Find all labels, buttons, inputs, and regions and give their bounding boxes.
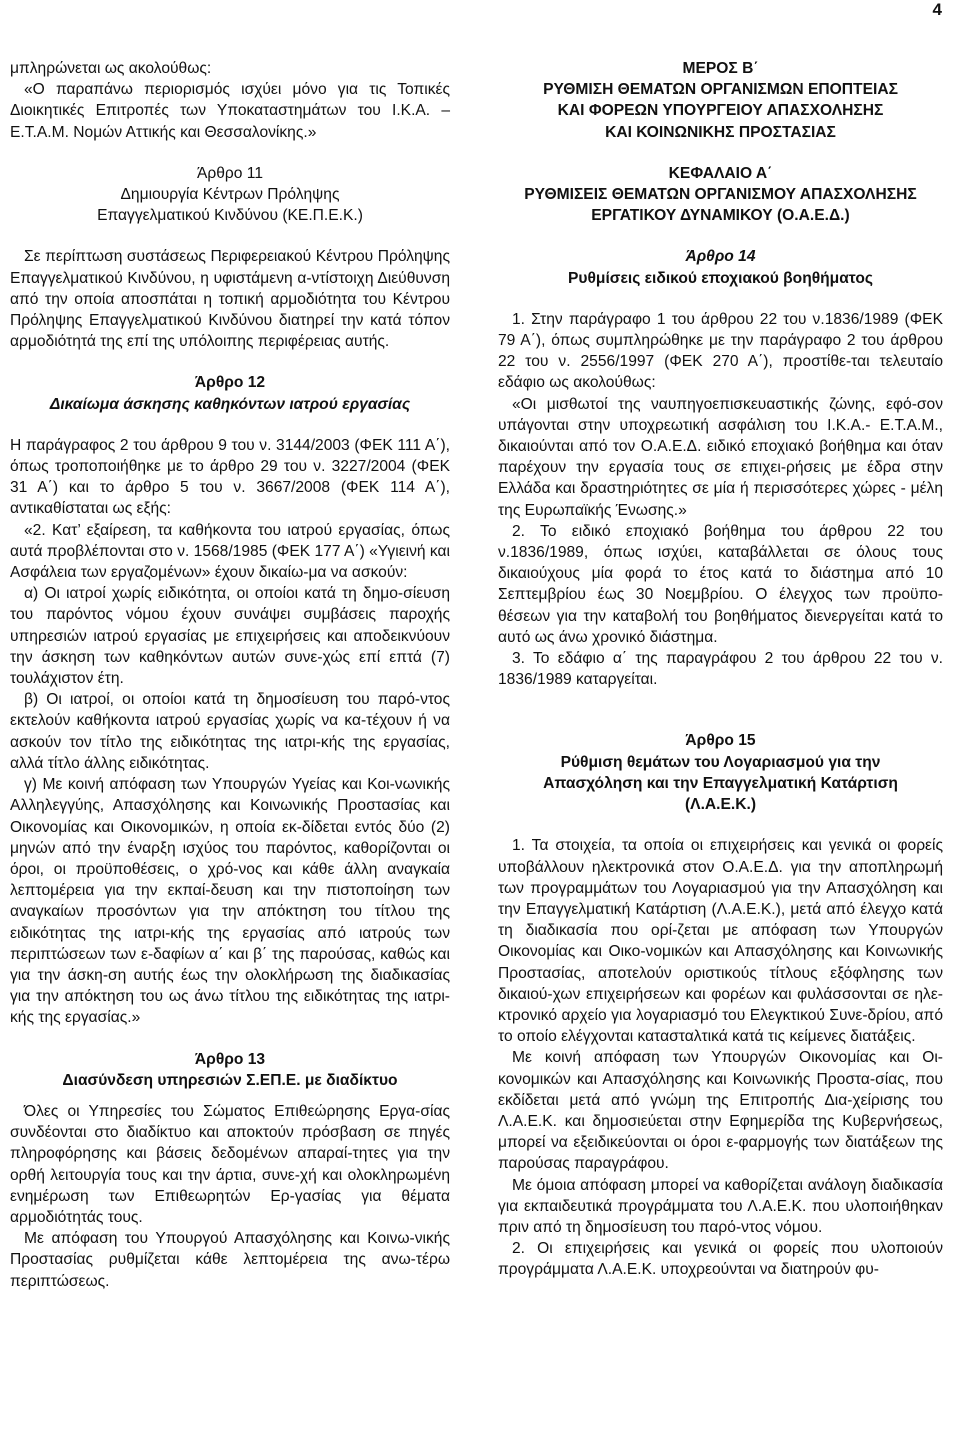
- article-12-paragraph: Η παράγραφος 2 του άρθρου 9 του ν. 3144/2003 (ΦΕΚ 111 Α΄), όπως τροποποιήθηκε με το άρθρο 29 του ν. 3227/2004 (ΦΕΚ 31 Α΄) και το άρθρο 5 του ν. 3667/2008 (ΦΕΚ 114 Α΄), αντικαθίσταται ως εξής:: [10, 436, 450, 518]
- article-12-paragraph: α) Οι ιατροί χωρίς ειδικότητα, οι οποίοι κατά τη δημο-σίευση του παρόντος νόμου έχουν συνάψει συμβάσεις παροχής υπηρεσιών ιατρού εργασίας με επιχειρήσεις και αποδεικνύουν την άσκηση των καθηκόντων αυτών συνε-χώς επί επτά (7) τουλάχιστον έτη.: [10, 585, 450, 688]
- article-12-title: Άρθρο 12: [194, 374, 266, 392]
- article-11-paragraph: Σε περίπτωση συστάσεως Περιφερειακού Κέντρου Πρόληψης Επαγγελματικού Κινδύνου, η υφιστάμενη α-ντίστοιχη Διεύθυνση από την οποία αποσπάται η τοπική αρμοδιότητα του Κέντρου Πρόληψης Επαγγελματικού Κινδύνου διατηρεί την κατά τόπον αρμοδιότητά της επί της υπόλοιπης περιφέρειας αυτής.: [10, 248, 450, 351]
- chapter-heading: ΚΕΦΑΛΑΙΟ Α΄: [668, 164, 773, 182]
- article-15-paragraph: 2. Οι επιχειρήσεις και γενικά οι φορείς που υλοποιούν προγράμματα Λ.Α.Ε.Κ. υποχρεούνται να διατηρούν φυ-: [498, 1240, 943, 1279]
- part-heading: ΚΑΙ ΚΟΙΝΩΝΙΚΗΣ ΠΡΟΣΤΑΣΙΑΣ: [605, 123, 836, 141]
- article-15-paragraph: Με κοινή απόφαση των Υπουργών Οικονομίας και Οι-κονομικών και Απασχόλησης και Κοινωνικής Προστα-σίας, που εκδίδεται μετά από γνώμη της Επιτροπής Δια-χείρισης του Λ.Α.Ε.Κ. και δημοσιεύεται στην Εφημερίδα της Κυβερνήσεως, μπορεί να εξειδικεύονται οι όροι ε-φαρμογής των διατάξεων της παρούσας παραγράφου.: [498, 1049, 943, 1173]
- part-heading: ΡΥΘΜΙΣΗ ΘΕΜΑΤΩΝ ΟΡΓΑΝΙΣΜΩΝ ΕΠΟΠΤΕΙΑΣ: [543, 81, 898, 99]
- article-14-paragraph: 2. Το ειδικό εποχιακό βοήθημα του άρθρου 22 του ν.1836/1989, όπως ισχύει, καταβάλλεται σε όλους τους δικαιούχους μία φορά το έτος κατά το διάστημα από 10 Σεπτεμβρίου έως 30 Νοεμβρίου. Ο έλεγχος των προϋπο-θέσεων για την καταβολή του βοηθήματος διενεργείται κατά το αυτό ως άνω χρονικό διάστημα.: [498, 522, 943, 646]
- article-15-subtitle: Ρύθμιση θεμάτων του Λογαριασμού για την Απασχόληση και την Επαγγελματική Κατάρτιση (Λ.Α.Ε.Κ.): [543, 753, 898, 814]
- article-12-paragraph: «2. Κατ’ εξαίρεση, τα καθήκοντα του ιατρού εργασίας, όπως αυτά προβλέπονται στο ν. 1568/1985 (ΦΕΚ 177 Α΄) «Υγιεινή και Ασφάλεια των εργαζομένων» έχουν δικαίω-μα να ασκούν:: [10, 521, 450, 582]
- article-14-title: Άρθρο 14: [685, 248, 756, 266]
- article-13-title: Άρθρο 13: [194, 1050, 266, 1068]
- article-12-subtitle: Δικαίωμα άσκησης καθηκόντων ιατρού εργασίας: [49, 395, 411, 413]
- intro-line: μπληρώνεται ως ακολούθως:: [10, 60, 212, 77]
- article-15-paragraph: Με όμοια απόφαση μπορεί να καθορίζεται ανάλογη διαδικασία για εκπαιδευτικά προγράμματα του Λ.Α.Ε.Κ. που υλοποιήθηκαν πριν από τη δημοσίευση του παρό-ντος νόμου.: [498, 1176, 943, 1236]
- article-11-subtitle: Δημιουργία Κέντρων Πρόληψης Επαγγελματικού Κινδύνου (ΚΕ.Π.Ε.Κ.): [97, 186, 363, 225]
- article-12-paragraph: γ) Με κοινή απόφαση των Υπουργών Υγείας και Κοι-νωνικής Αλληλεγγύης, Απασχόλησης και Κοινωνικής Προστασίας και Οικονομίας και Οικονομικών, η οποία εκ-δίδεται εντός δύο (2) μηνών από την έναρξη ισχύος του παρόντος, καθορίζονται οι όροι, οι προϋποθέσεις, ο χρό-νος και κάθε άλλη αναγκαία λεπτομέρεια για την εκπαί-δευση και την πιστοποίηση των αναγκαίων προσόντων για την απόκτηση του τίτλου της ειδικότητας της ιατρι-κής της εργασίας από ιατρούς των περιπτώσεων των ε-δαφίων α΄ και β΄ της παρούσας, καθώς και για την άσκη-ση αυτής έως την ολοκλήρωση της διαδικασίας για την απόκτηση του ως άνω τίτλου της ειδικότητας της ιατρι-κής της εργασίας.»: [10, 776, 450, 1027]
- right-column: [498, 58, 943, 1281]
- article-14-paragraph: 3. Το εδάφιο α΄ της παραγράφου 2 του άρθρου 22 του ν. 1836/1989 καταργείται.: [498, 650, 943, 689]
- article-11-title: Άρθρο 11: [196, 164, 263, 182]
- intro-quote: «Ο παραπάνω περιορισμός ισχύει μόνο για τις Τοπικές Διοικητικές Επιτροπές των Υποκαταστημάτων του Ι.Κ.Α. – Ε.Τ.Α.Μ. Νομών Αττικής και Θεσσαλονίκης.»: [10, 81, 450, 141]
- article-15-paragraph: 1. Τα στοιχεία, τα οποία οι επιχειρήσεις και γενικά οι φορείς υποβάλλουν ηλεκτρονικά στον Ο.Α.Ε.Δ. για την αποπληρωμή των προγραμμάτων του Λογαριασμού για την Απασχόληση και την Επαγγελματική Κατάρτιση (Λ.Α.Ε.Κ.), μετά από έλεγχο κατά τη διαδικασία που ορί-ζεται με απόφαση των Υπουργών Οικονομίας και Οικο-νομικών και Απασχόλησης και Κοινωνικής Προστασίας, αποτελούν οριστικούς τίτλους εξόφλησης των δικαιού-χων επιχειρήσεων και φορέων και φυλάσσονται σε ηλε-κτρονικό αρχείο για λογαριασμό του Ελεγκτικού Συνε-δρίου, από το οποίο ελέγχονται κατασταλτικά κατά τις κείμενες διατάξεις.: [498, 837, 943, 1046]
- article-15-title: Άρθρο 15: [685, 732, 756, 750]
- left-column: [10, 58, 450, 1292]
- article-14-paragraph: «Οι μισθωτοί της ναυπηγοεπισκευαστικής ζώνης, εφό-σον υπάγονται στην υποχρεωτική ασφάλιση του Ι.Κ.Α.- Ε.Τ.Α.Μ., δικαιούνται από τον Ο.Α.Ε.Δ. ειδικό εποχιακό βοήθημα και όταν παρέχουν την εργασία τους σε επιχει-ρήσεις με έδρα στην Ελλάδα και δραστηριότητες σε μία ή περισσότερες χώρες - μέλη της Ευρωπαϊκής Ένωσης.»: [498, 395, 943, 519]
- part-heading: ΜΕΡΟΣ Β΄: [682, 60, 759, 77]
- chapter-heading: ΡΥΘΜΙΣΕΙΣ ΘΕΜΑΤΩΝ ΟΡΓΑΝΙΣΜΟΥ ΑΠΑΣΧΟΛΗΣΗΣ: [524, 186, 917, 204]
- article-14-paragraph: 1. Στην παράγραφο 1 του άρθρου 22 του ν.1836/1989 (ΦΕΚ 79 Α΄), όπως συμπληρώθηκε με την παράγραφο 2 του άρθρου 22 του ν. 2556/1997 (ΦΕΚ 270 Α΄), προστίθε-ται τελευταίο εδάφιο ως ακολούθως:: [498, 310, 943, 392]
- article-13-paragraph: Όλες οι Υπηρεσίες του Σώματος Επιθεώρησης Εργα-σίας συνδέονται στο διαδίκτυο και αποκτούν πρόσβαση σε πηγές πληροφόρησης και βάσεις δεδομένων απαραί-τητες για την ορθή λειτουργία τους και την άρτια, συνε-χή και ολοκληρωμένη ενημέρωση των Επιθεωρητών Ερ-γασίας για θέματα αρμοδιότητάς τους.: [10, 1102, 450, 1226]
- part-heading: ΚΑΙ ΦΟΡΕΩΝ ΥΠΟΥΡΓΕΙΟΥ ΑΠΑΣΧΟΛΗΣΗΣ: [557, 102, 884, 120]
- article-12-paragraph: β) Οι ιατροί, οι οποίοι κατά τη δημοσίευση του παρό-ντος εκτελούν καθήκοντα ιατρού εργασίας χωρίς να κα-τέχουν ή να ασκούν τον τίτλο της ειδικότητας της ιατρι-κής της εργασίας, αλλά τίτλο άλλης ειδικότητας.: [10, 691, 450, 772]
- article-13-paragraph: Με απόφαση του Υπουργού Απασχόλησης και Κοινω-νικής Προστασίας ρυθμίζεται κάθε λεπτομέρεια της ανω-τέρω περιπτώσεως.: [10, 1230, 450, 1290]
- article-13-subtitle: Διασύνδεση υπηρεσιών Σ.ΕΠ.Ε. με διαδίκτυο: [62, 1071, 398, 1089]
- chapter-heading: ΕΡΓΑΤΙΚΟΥ ΔΥΝΑΜΙΚΟΥ (Ο.Α.Ε.Δ.): [591, 207, 850, 225]
- article-14-subtitle: Ρυθμίσεις ειδικού εποχιακού βοηθήματος: [568, 269, 873, 287]
- page-number: 4: [932, 0, 942, 19]
